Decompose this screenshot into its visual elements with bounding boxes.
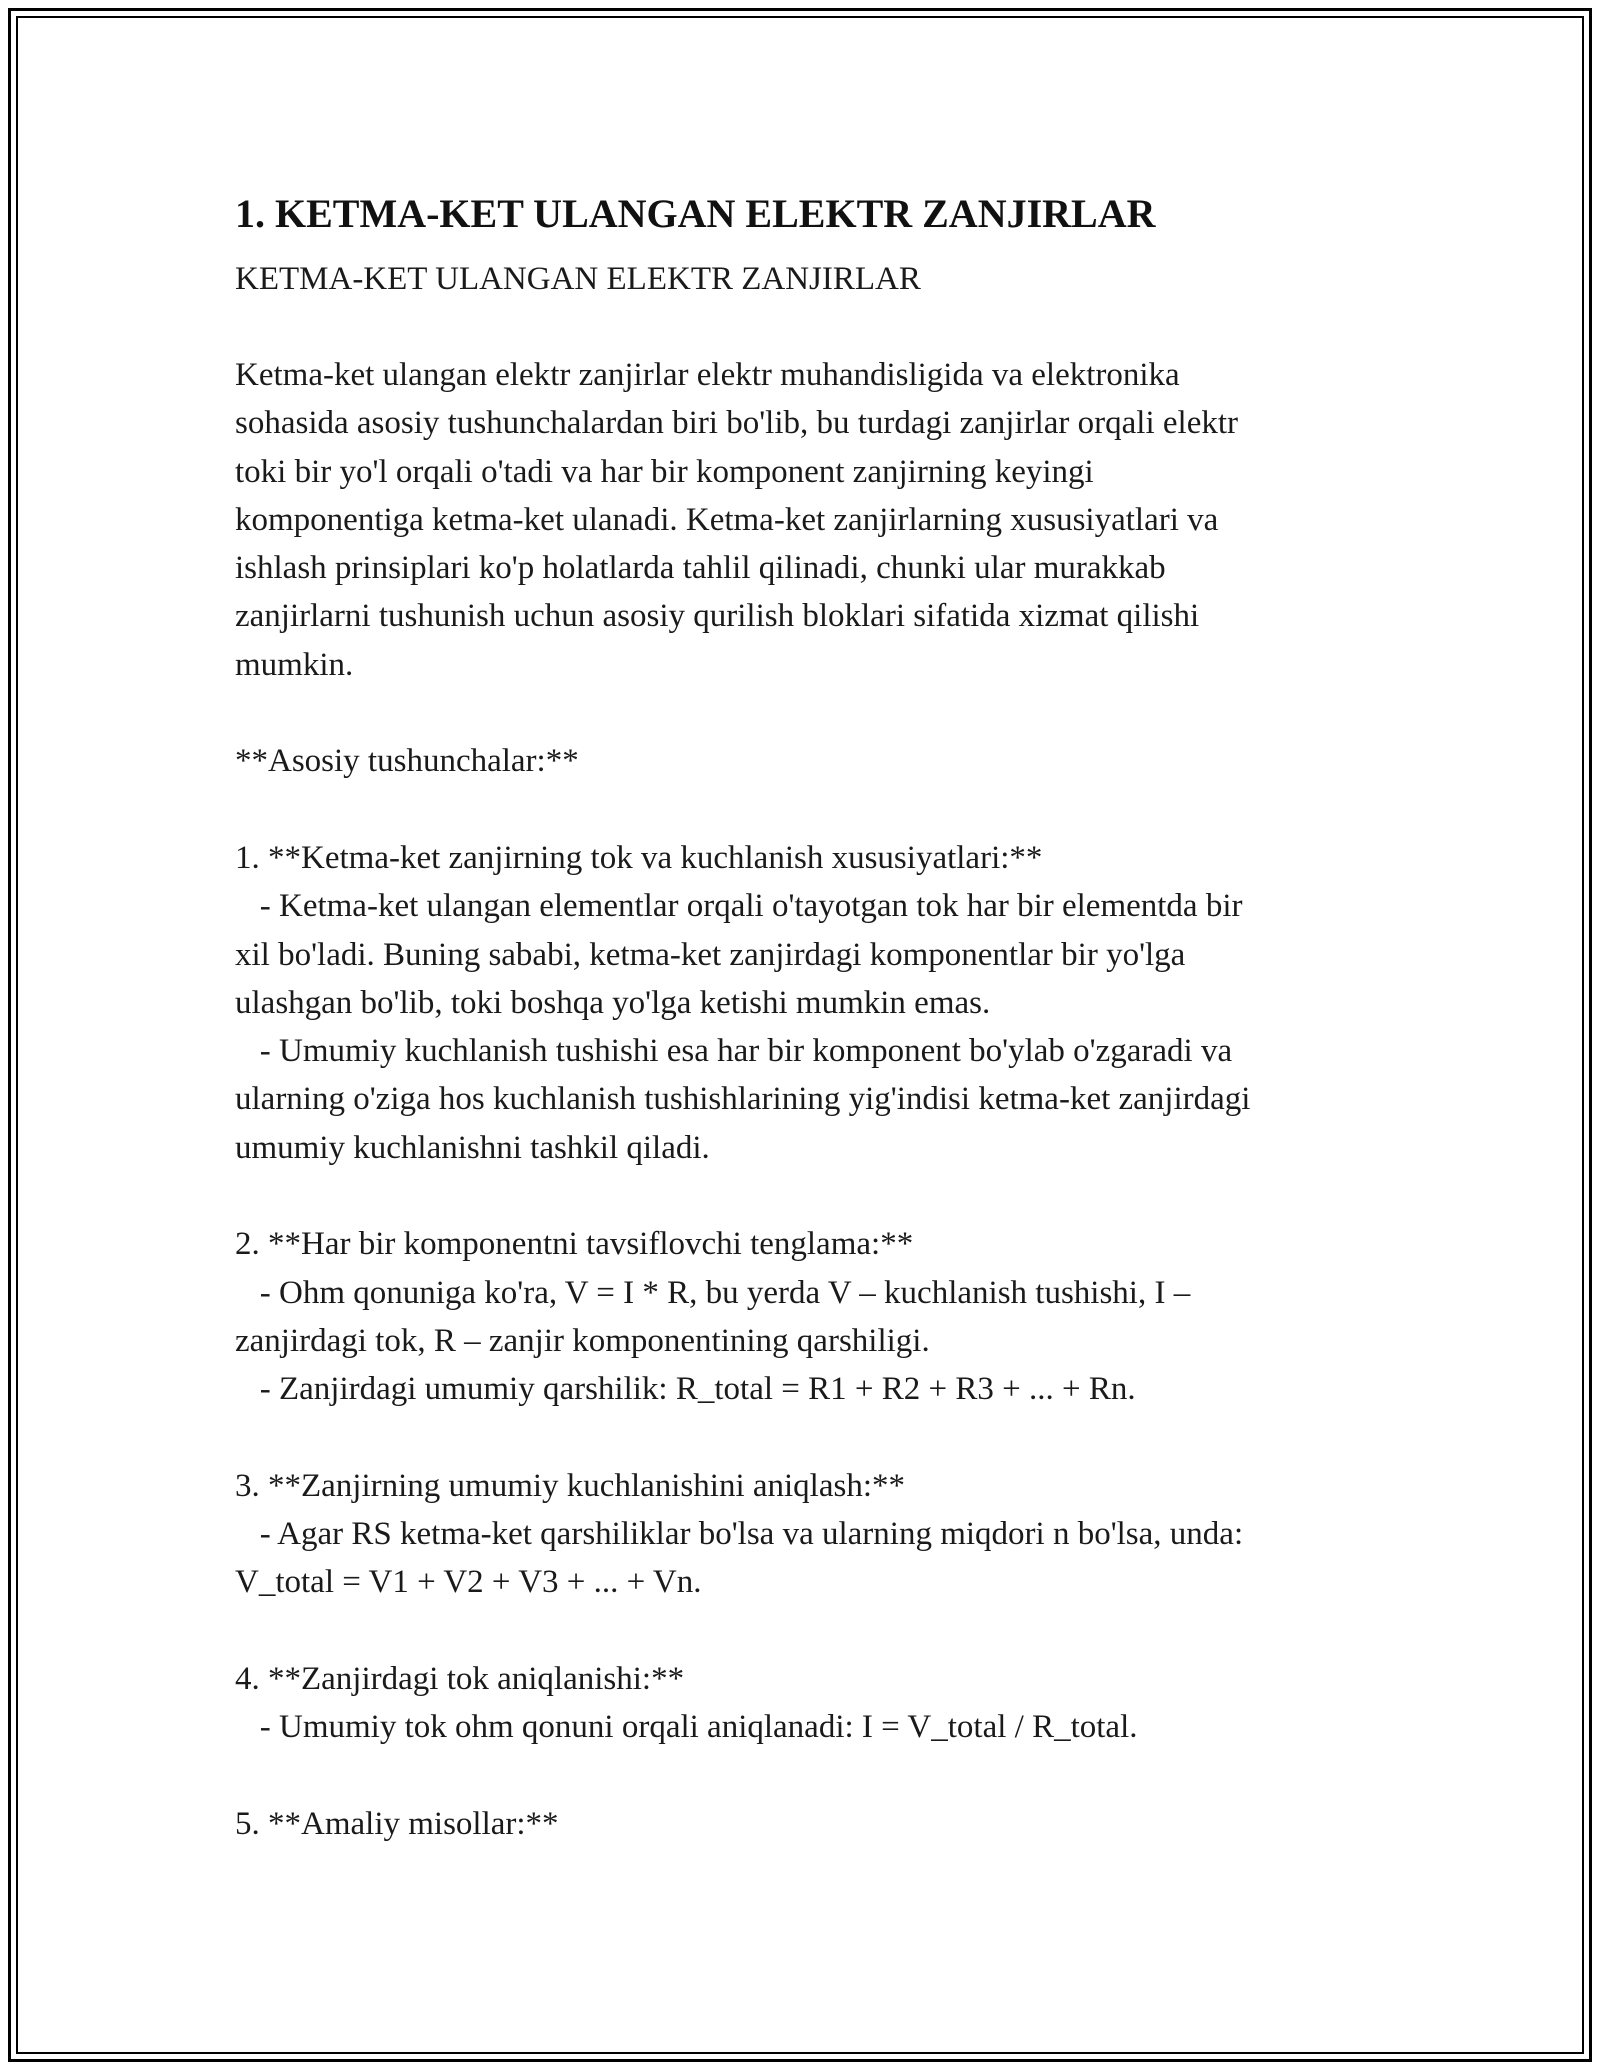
document-title: 1. KETMA-KET ULANGAN ELEKTR ZANJIRLAR (235, 191, 1156, 236)
blank-line (235, 689, 1385, 737)
text-line: ishlash prinsiplari ko'p holatlarda tahlil qilinadi, chunki ular murakkab (235, 550, 1166, 587)
blank-line (235, 1752, 1385, 1800)
text-line: umumiy kuchlanishni tashkil qiladi. (235, 1129, 710, 1166)
text-line: zanjirdagi tok, R – zanjir komponentining qarshiligi. (235, 1322, 930, 1359)
text-line: mumkin. (235, 646, 354, 683)
text-line: - Agar RS ketma-ket qarshiliklar bo'lsa va ularning miqdori n bo'lsa, unda: (235, 1516, 1244, 1553)
text-line: sohasida asosiy tushunchalardan biri bo'lib, bu turdagi zanjirlar orqali elektr (235, 405, 1239, 442)
document-subtitle: KETMA-KET ULANGAN ELEKTR ZANJIRLAR (235, 261, 921, 297)
document-content (235, 185, 1385, 1848)
text-line: 2. **Har bir komponentni tavsiflovchi tenglama:** (235, 1226, 914, 1263)
text-line: xil bo'ladi. Buning sababi, ketma-ket zanjirdagi komponentlar bir yo'lga (235, 936, 1186, 973)
text-line: toki bir yo'l orqali o'tadi va har bir komponent zanjirning keyingi (235, 453, 1094, 490)
text-line: V_total = V1 + V2 + V3 + ... + Vn. (235, 1564, 702, 1601)
text-line: **Asosiy tushunchalar:** (235, 743, 579, 780)
text-line: 3. **Zanjirning umumiy kuchlanishini aniqlash:** (235, 1467, 906, 1504)
text-line: ularning o'ziga hos kuchlanish tushishlarining yig'indisi ketma-ket zanjirdagi (235, 1081, 1251, 1118)
text-line: 4. **Zanjirdagi tok aniqlanishi:** (235, 1661, 685, 1698)
text-line: - Ohm qonuniga ko'ra, V = I * R, bu yerda V – kuchlanish tushishi, I – (235, 1274, 1191, 1311)
text-line: - Ketma-ket ulangan elementlar orqali o'tayotgan tok har bir elementda bir (235, 888, 1243, 925)
text-line: ulashgan bo'lib, toki boshqa yo'lga ketishi mumkin emas. (235, 984, 991, 1021)
text-line: 5. **Amaliy misollar:** (235, 1805, 559, 1842)
blank-line (235, 1172, 1385, 1220)
text-line: - Zanjirdagi umumiy qarshilik: R_total = R1 + R2 + R3 + ... + Rn. (235, 1371, 1136, 1408)
text-line: komponentiga ketma-ket ulanadi. Ketma-ket zanjirlarning xususiyatlari va (235, 501, 1219, 538)
text-line: Ketma-ket ulangan elektr zanjirlar elektr muhandisligida va elektronika (235, 357, 1180, 393)
text-line: - Umumiy kuchlanish tushishi esa har bir komponent bo'ylab o'zgaradi va (235, 1033, 1233, 1070)
text-line: zanjirlarni tushunish uchun asosiy qurilish bloklari sifatida xizmat qilishi (235, 598, 1200, 635)
blank-line (235, 1414, 1385, 1462)
blank-line (235, 1607, 1385, 1655)
text-line: - Umumiy tok ohm qonuni orqali aniqlanadi: I = V_total / R_total. (235, 1709, 1138, 1746)
blank-line (235, 786, 1385, 834)
document-body (235, 351, 1385, 1848)
text-line: 1. **Ketma-ket zanjirning tok va kuchlanish xususiyatlari:** (235, 839, 1043, 876)
